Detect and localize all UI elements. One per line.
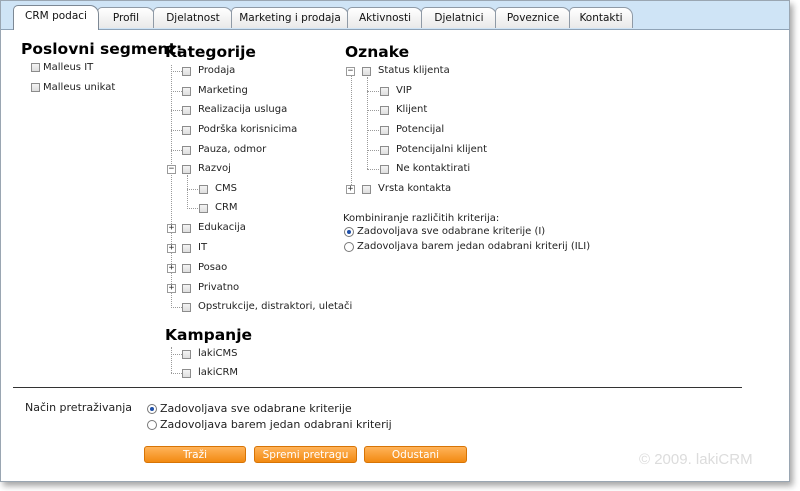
oznaka-label: VIP (396, 85, 412, 96)
tab-aktivnosti[interactable]: Aktivnosti (347, 7, 423, 28)
tree-line (171, 347, 172, 373)
kategorija-label: Privatno (198, 282, 240, 293)
tree-branch (187, 208, 198, 209)
kategorija-label: IT (198, 242, 208, 253)
kategorija-checkbox[interactable] (182, 146, 191, 155)
tree-branch (171, 307, 182, 308)
kategorija-label: Realizacija usluga (198, 104, 288, 115)
kategorija-checkbox[interactable] (182, 244, 191, 253)
kategorija-label: Opstrukcije, distraktori, uletači (198, 301, 353, 312)
kampanje-title: Kampanje (165, 326, 253, 344)
search-option-label: Zadovoljava barem jedan odabrani kriterij (160, 418, 392, 431)
segment-label: Malleus IT (43, 62, 94, 73)
tree-branch (367, 130, 379, 131)
kategorija-checkbox[interactable] (182, 303, 191, 312)
oznaka-label: Status klijenta (378, 65, 450, 76)
tab-profil[interactable]: Profil (97, 7, 155, 28)
expand-icon[interactable]: + (347, 184, 354, 194)
oznaka-label: Vrsta kontakta (378, 183, 452, 194)
kategorija-label: Prodaja (198, 65, 236, 76)
expand-icon[interactable]: + (168, 263, 175, 273)
kategorija-checkbox[interactable] (182, 106, 191, 115)
oznaka-checkbox[interactable] (362, 67, 371, 76)
tab-djelatnost[interactable]: Djelatnost (153, 7, 233, 28)
tree-branch (171, 91, 182, 92)
kampanja-checkbox-lakicms[interactable] (182, 350, 191, 359)
expand-icon[interactable]: + (168, 283, 175, 293)
oznaka-checkbox[interactable] (380, 87, 389, 96)
kategorija-label: Edukacija (198, 222, 246, 233)
tab-djelatnici[interactable]: Djelatnici (421, 7, 497, 28)
tab-kontakti[interactable]: Kontakti (569, 7, 633, 28)
combine-radio-any[interactable] (344, 242, 354, 252)
kategorija-checkbox[interactable] (182, 264, 191, 273)
oznaka-checkbox[interactable] (380, 106, 389, 115)
cancel-button[interactable]: Odustani (364, 446, 467, 463)
kategorija-checkbox[interactable] (182, 284, 191, 293)
expand-icon[interactable]: + (168, 223, 175, 233)
kategorija-checkbox[interactable] (199, 185, 208, 194)
kategorija-checkbox[interactable] (199, 204, 208, 213)
tree-line (351, 75, 352, 185)
kategorija-label: Posao (198, 262, 228, 273)
kategorija-label: Podrška korisnicima (198, 124, 298, 135)
kampanja-checkbox-lakicrm[interactable] (182, 369, 191, 378)
tree-branch (367, 169, 379, 170)
tree-branch (171, 373, 182, 374)
search-radio-any[interactable] (147, 420, 157, 430)
search-button[interactable]: Traži (144, 446, 246, 463)
expand-icon[interactable]: + (168, 243, 175, 253)
section-divider (13, 387, 742, 388)
kategorija-label: Marketing (198, 85, 248, 96)
search-option-label: Zadovoljava sve odabrane kriterije (160, 402, 352, 415)
oznaka-label: Klijent (396, 104, 428, 115)
combine-option-label: Zadovoljava sve odabrane kriterije (I) (357, 226, 546, 237)
kategorija-label: Pauza, odmor (198, 144, 267, 155)
segment-checkbox-malleus-unikat[interactable] (31, 83, 40, 92)
kategorija-label: Razvoj (198, 163, 231, 174)
tree-branch (171, 110, 182, 111)
segment-title: Poslovni segment: (21, 40, 183, 58)
oznaka-checkbox[interactable] (380, 165, 389, 174)
oznaka-label: Potencijalni klijent (396, 144, 487, 155)
tree-branch (367, 91, 379, 92)
oznaka-label: Ne kontaktirati (396, 163, 471, 174)
save-search-button[interactable]: Spremi pretragu (254, 446, 357, 463)
tree-line (187, 175, 188, 209)
kategorija-checkbox[interactable] (182, 224, 191, 233)
kategorija-checkbox[interactable] (182, 67, 191, 76)
oznaka-checkbox[interactable] (380, 126, 389, 135)
oznaka-label: Potencijal (396, 124, 445, 135)
kampanja-label: lakiCMS (198, 348, 238, 359)
collapse-icon[interactable]: − (347, 66, 354, 76)
collapse-icon[interactable]: − (168, 164, 175, 174)
kampanja-label: lakiCRM (198, 367, 239, 378)
oznake-title: Oznake (345, 43, 410, 61)
search-mode-label: Način pretraživanja (25, 401, 132, 414)
combine-option-label: Zadovoljava barem jedan odabrani kriterij (ILI) (357, 241, 591, 252)
segment-checkbox-malleus-it[interactable] (31, 63, 40, 72)
kategorija-checkbox[interactable] (182, 87, 191, 96)
tab-bar (1, 1, 789, 30)
kategorija-label: CMS (215, 183, 237, 194)
search-radio-all[interactable] (147, 404, 157, 414)
tab-marketing-i-prodaja[interactable]: Marketing i prodaja (231, 7, 349, 28)
tree-branch (367, 110, 379, 111)
tree-branch (171, 150, 182, 151)
kategorija-checkbox[interactable] (182, 165, 191, 174)
tree-branch (171, 71, 182, 72)
kategorija-label: CRM (215, 202, 238, 213)
combine-radio-all[interactable] (344, 227, 354, 237)
tree-branch (187, 189, 198, 190)
oznaka-checkbox[interactable] (362, 185, 371, 194)
combine-label: Kombiniranje različitih kriterija: (343, 213, 500, 224)
kategorije-title: Kategorije (165, 43, 256, 61)
tree-branch (367, 150, 379, 151)
tab-crm-podaci[interactable]: CRM podaci (13, 5, 99, 30)
tree-branch (171, 130, 182, 131)
tab-poveznice[interactable]: Poveznice (495, 7, 571, 28)
oznaka-checkbox[interactable] (380, 146, 389, 155)
kategorija-checkbox[interactable] (182, 126, 191, 135)
tree-branch (171, 354, 182, 355)
copyright-watermark: © 2009. lakiCRM (639, 451, 753, 468)
segment-label: Malleus unikat (43, 82, 116, 93)
